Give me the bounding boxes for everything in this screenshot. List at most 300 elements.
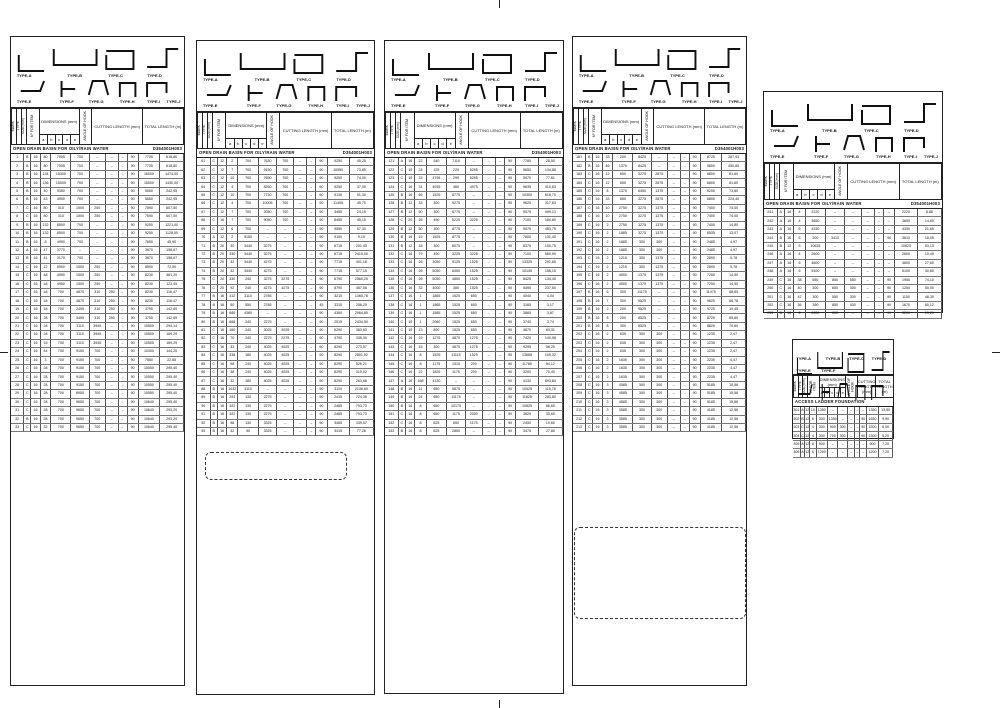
table-cell: 12,56 bbox=[722, 424, 746, 432]
table-row bbox=[573, 339, 746, 347]
table-cell: – bbox=[667, 221, 680, 229]
table-cell: 90 bbox=[127, 390, 138, 398]
table-cell: 2485 bbox=[700, 238, 722, 246]
table-row bbox=[385, 335, 563, 343]
table-cell: 8 bbox=[415, 428, 426, 436]
table-cell: 90 bbox=[316, 428, 327, 436]
table-row bbox=[11, 154, 184, 162]
shape-type-label: TYPE-A bbox=[770, 128, 785, 133]
rebar-shape-diagram bbox=[573, 37, 746, 107]
table-cell: – bbox=[495, 335, 504, 343]
table-cell: 5100 bbox=[805, 268, 826, 276]
table-cell: 16 bbox=[785, 301, 794, 309]
table-cell: 30,60 bbox=[917, 268, 941, 276]
table-cell: – bbox=[294, 250, 307, 258]
table-cell: 9150 bbox=[71, 381, 89, 389]
table-cell: – bbox=[667, 280, 680, 288]
table-cell: – bbox=[860, 440, 866, 448]
table-cell: 3275 bbox=[633, 170, 651, 178]
table-cell: – bbox=[680, 348, 689, 356]
table-cell: 90 bbox=[689, 170, 700, 178]
table-cell: 81,60 bbox=[722, 170, 746, 178]
table-cell: 16 bbox=[31, 314, 40, 322]
table-cell: – bbox=[855, 440, 860, 448]
table-row bbox=[197, 385, 374, 393]
table-row bbox=[764, 259, 942, 267]
table-row bbox=[573, 272, 746, 280]
table-cell: 90 bbox=[505, 259, 516, 267]
shape-type-label: TYPE-C bbox=[108, 73, 123, 78]
table-cell: 4,04 bbox=[538, 293, 562, 301]
table-row bbox=[197, 233, 374, 241]
table-cell: 4 bbox=[227, 183, 238, 191]
table-cell: 8,88 bbox=[917, 209, 941, 217]
table-cell: – bbox=[651, 162, 667, 170]
table-cell: 146 bbox=[385, 368, 398, 376]
shape-type-label: TYPE-D bbox=[709, 73, 724, 78]
table-cell: 16 bbox=[217, 368, 226, 376]
table-cell: 57,30 bbox=[349, 225, 373, 233]
table-cell: – bbox=[495, 377, 504, 385]
table-cell: – bbox=[861, 310, 874, 318]
table-cell: – bbox=[482, 419, 495, 427]
table-cell: 24 bbox=[415, 394, 426, 402]
table-cell: B bbox=[398, 208, 405, 216]
table-cell: 1235 bbox=[700, 331, 722, 339]
table-cell: 142 bbox=[385, 335, 398, 343]
table-cell: C bbox=[398, 411, 405, 419]
table-cell: – bbox=[826, 242, 845, 250]
table-cell: 6535 bbox=[700, 229, 722, 237]
table-cell: 16 bbox=[406, 411, 415, 419]
table-cell: 16 bbox=[406, 158, 415, 166]
table-cell: 90 bbox=[505, 335, 516, 343]
table-cell: 263,68 bbox=[349, 377, 373, 385]
table-cell: – bbox=[680, 272, 689, 280]
table-cell: 80 bbox=[40, 154, 51, 162]
sheet-title bbox=[573, 145, 746, 154]
table-cell: 16 bbox=[593, 221, 602, 229]
table-row bbox=[573, 424, 746, 432]
table-cell: 700 bbox=[51, 289, 71, 297]
table-row bbox=[385, 166, 563, 174]
header-angle: ANGLE OF HOOK bbox=[644, 111, 649, 141]
table-cell: 45,15 bbox=[349, 217, 373, 225]
table-cell: – bbox=[105, 162, 118, 170]
table-row bbox=[11, 331, 184, 339]
table-cell: 5,78 bbox=[722, 255, 746, 263]
table-cell: 200 bbox=[805, 234, 826, 242]
table-row bbox=[11, 297, 184, 305]
table-cell: – bbox=[105, 339, 118, 347]
table-cell: 12 bbox=[217, 233, 226, 241]
table-cell: – bbox=[307, 309, 316, 317]
header-size: SIZE(mm) bbox=[395, 121, 400, 139]
table-cell: 123 bbox=[385, 174, 398, 182]
table-cell: – bbox=[495, 250, 504, 258]
table-cell: – bbox=[861, 259, 874, 267]
table-cell: 7250 bbox=[700, 272, 722, 280]
table-cell: – bbox=[118, 272, 127, 280]
table-cell: 26 bbox=[415, 267, 426, 275]
table-row bbox=[11, 238, 184, 246]
table-cell: 1525 bbox=[426, 352, 447, 360]
shape-type-label: TYPE-E bbox=[796, 367, 811, 373]
table-cell: 207 bbox=[573, 373, 586, 381]
table-cell: 9550 bbox=[327, 225, 349, 233]
header-size: SIZE(mm) bbox=[207, 121, 212, 139]
table-cell: – bbox=[680, 407, 689, 415]
table-cell: 300 bbox=[816, 415, 828, 423]
table-cell: 2415 bbox=[327, 394, 349, 402]
table-cell: C bbox=[398, 343, 405, 351]
table-row bbox=[385, 174, 563, 182]
header-e: e bbox=[261, 141, 264, 146]
table-row bbox=[385, 158, 563, 166]
header-e: e bbox=[73, 137, 77, 142]
table-cell: – bbox=[844, 209, 861, 217]
table-cell: 4,47 bbox=[722, 356, 746, 364]
table-cell: 20 bbox=[217, 259, 226, 267]
table-cell: 3215 bbox=[327, 293, 349, 301]
table-cell: 10 bbox=[227, 174, 238, 182]
table-cell: – bbox=[482, 368, 495, 376]
table-cell: 5225 bbox=[447, 217, 466, 225]
table-cell: 90 bbox=[316, 360, 327, 368]
table-cell: 90 bbox=[689, 263, 700, 271]
table-cell: – bbox=[482, 267, 495, 275]
table-cell: – bbox=[860, 449, 866, 457]
table-cell: 1525 bbox=[447, 309, 466, 317]
table-cell: 6,00 bbox=[879, 423, 893, 431]
table-cell: 21 bbox=[11, 322, 24, 330]
table-cell: – bbox=[495, 301, 504, 309]
table-cell: 4185 bbox=[700, 424, 722, 432]
table-cell: 4130 bbox=[426, 377, 447, 385]
table-cell: 90 bbox=[316, 343, 327, 351]
table-cell: 1375 bbox=[651, 213, 667, 221]
table-cell: 303 bbox=[793, 423, 800, 431]
table-cell: 10,40 bbox=[917, 251, 941, 259]
table-cell: – bbox=[495, 267, 504, 275]
shape-type-label: TYPE-F bbox=[821, 367, 836, 373]
table-cell: 300 bbox=[426, 242, 447, 250]
table-cell: 16 bbox=[31, 204, 40, 212]
table-cell: 68 bbox=[197, 217, 210, 225]
table-cell: 10550 bbox=[138, 364, 160, 372]
schedule-table bbox=[11, 154, 184, 432]
table-cell: 16 bbox=[785, 276, 794, 284]
table-cell: – bbox=[667, 196, 680, 204]
table-cell: – bbox=[294, 225, 307, 233]
table-cell: – bbox=[118, 415, 127, 423]
table-cell: 90 bbox=[127, 314, 138, 322]
table-cell: C bbox=[777, 284, 784, 292]
table-cell: B bbox=[586, 289, 593, 297]
table-row bbox=[573, 314, 746, 322]
table-cell: – bbox=[294, 200, 307, 208]
table-cell: 9525 bbox=[633, 297, 651, 305]
table-cell: 700 bbox=[71, 179, 89, 187]
table-cell: – bbox=[680, 238, 689, 246]
table-cell: 90 bbox=[127, 356, 138, 364]
table-cell: 90 bbox=[127, 272, 138, 280]
sheet-title bbox=[385, 149, 563, 158]
table-cell: 240 bbox=[238, 360, 258, 368]
table-cell: – bbox=[307, 419, 316, 427]
table-cell: – bbox=[258, 385, 277, 393]
table-row bbox=[197, 419, 374, 427]
table-row bbox=[197, 217, 374, 225]
table-cell: 16 bbox=[593, 348, 602, 356]
table-cell: 300 bbox=[426, 343, 447, 351]
table-cell: 83 bbox=[197, 343, 210, 351]
header-no_item: Nº FOR ITEM bbox=[404, 118, 409, 142]
table-cell: 252 bbox=[764, 301, 777, 309]
table-cell: 249 bbox=[764, 276, 777, 284]
table-cell: 2,47 bbox=[722, 339, 746, 347]
table-cell: 1500 bbox=[71, 204, 89, 212]
table-cell: 2 bbox=[602, 238, 613, 246]
table-cell: 84 bbox=[197, 352, 210, 360]
table-cell: B bbox=[210, 267, 217, 275]
table-cell: 700 bbox=[238, 200, 258, 208]
table-cell: 12 bbox=[217, 200, 226, 208]
table-cell: 4,47 bbox=[722, 364, 746, 372]
table-cell: – bbox=[680, 305, 689, 313]
table-cell: – bbox=[495, 217, 504, 225]
table-cell: 21,65 bbox=[917, 225, 941, 233]
table-cell: 2560,20 bbox=[349, 276, 373, 284]
table-cell: 90 bbox=[316, 284, 327, 292]
table-cell: – bbox=[884, 251, 895, 259]
table-cell: 4790 bbox=[327, 335, 349, 343]
table-row bbox=[197, 200, 374, 208]
table-cell: – bbox=[680, 229, 689, 237]
table-cell: C bbox=[210, 191, 217, 199]
table-cell: – bbox=[667, 356, 680, 364]
table-cell: 1500 bbox=[71, 272, 89, 280]
table-cell: – bbox=[667, 297, 680, 305]
table-cell: A bbox=[800, 449, 804, 457]
table-cell: 16 bbox=[593, 213, 602, 221]
table-cell: 2785 bbox=[258, 293, 277, 301]
header-cut: CUTTING LENGTH (mm) bbox=[857, 379, 876, 394]
table-cell: 90 bbox=[689, 331, 700, 339]
schedule-sheet-ladder bbox=[792, 339, 894, 455]
table-cell: – bbox=[844, 268, 861, 276]
table-cell: 8230 bbox=[138, 289, 160, 297]
table-cell: 26 bbox=[415, 217, 426, 225]
table-cell: – bbox=[495, 318, 504, 326]
table-cell: 33 bbox=[602, 154, 613, 162]
table-cell: B bbox=[398, 200, 405, 208]
table-cell: – bbox=[277, 428, 294, 436]
table-cell: 140,98 bbox=[538, 335, 562, 343]
table-row bbox=[385, 402, 563, 410]
table-cell: – bbox=[861, 268, 874, 276]
table-cell: 16 bbox=[785, 268, 794, 276]
table-cell: 5 bbox=[794, 225, 805, 233]
table-cell: 183 bbox=[573, 170, 586, 178]
table-cell: – bbox=[838, 415, 847, 423]
table-cell: 185 bbox=[573, 187, 586, 195]
table-cell: – bbox=[482, 293, 495, 301]
table-cell: 90 bbox=[127, 238, 138, 246]
table-cell: – bbox=[307, 385, 316, 393]
table-cell: 20 bbox=[217, 267, 226, 275]
table-cell: C bbox=[398, 318, 405, 326]
table-cell: 12 bbox=[602, 179, 613, 187]
header-e: e bbox=[828, 192, 831, 197]
table-row bbox=[764, 242, 942, 250]
shape-type-label: TYPE-D bbox=[525, 77, 540, 82]
table-cell: 64 bbox=[197, 183, 210, 191]
table-cell: 9650 bbox=[71, 407, 89, 415]
table-cell: 28,50 bbox=[538, 158, 562, 166]
table-cell: – bbox=[884, 268, 895, 276]
table-cell: 90 bbox=[238, 428, 258, 436]
shape-type-label: TYPE-F bbox=[435, 103, 450, 108]
table-cell: 16 bbox=[217, 343, 226, 351]
table-cell: 90 bbox=[316, 242, 327, 250]
table-cell: 650 bbox=[465, 293, 482, 301]
table-cell: 2 bbox=[602, 364, 613, 372]
table-cell: 10505 bbox=[138, 322, 160, 330]
shape-type-label: TYPE-F bbox=[814, 154, 829, 159]
table-cell: 1375 bbox=[651, 272, 667, 280]
table-cell: 250 bbox=[89, 272, 105, 280]
table-cell: – bbox=[482, 326, 495, 334]
table-cell: 16 bbox=[406, 377, 415, 385]
table-cell: 152 bbox=[385, 419, 398, 427]
table-cell: 78 bbox=[197, 301, 210, 309]
table-cell: C bbox=[586, 263, 593, 271]
table-cell: 1430,00 bbox=[160, 179, 184, 187]
table-cell: 2275 bbox=[258, 411, 277, 419]
table-cell: 90 bbox=[127, 297, 138, 305]
table-row bbox=[11, 364, 184, 372]
table-cell: 294,14 bbox=[160, 322, 184, 330]
table-cell: – bbox=[307, 166, 316, 174]
table-cell: 4275 bbox=[277, 284, 294, 292]
shape-legend bbox=[197, 41, 374, 112]
table-cell: 16 bbox=[406, 166, 415, 174]
table-cell: 33 bbox=[602, 196, 613, 204]
table-cell: 2750 bbox=[613, 221, 633, 229]
table-cell: 1525 bbox=[465, 259, 482, 267]
table-cell: – bbox=[307, 225, 316, 233]
table-cell: 457,08 bbox=[349, 284, 373, 292]
rebar-shape-0 bbox=[205, 59, 231, 75]
table-cell: 16 bbox=[406, 394, 415, 402]
table-cell: 28 bbox=[40, 390, 51, 398]
table-cell: 4 bbox=[810, 432, 816, 440]
table-cell: 1 bbox=[415, 293, 426, 301]
table-cell: 1375 bbox=[651, 221, 667, 229]
table-cell: 16 bbox=[31, 187, 40, 195]
table-cell: – bbox=[838, 407, 847, 415]
shape-type-label: TYPE-G bbox=[844, 154, 859, 159]
table-cell: – bbox=[118, 390, 127, 398]
rebar-shape-0 bbox=[393, 59, 419, 75]
table-cell: 135 bbox=[385, 276, 398, 284]
table-cell: 19,45 bbox=[722, 305, 746, 313]
table-row bbox=[197, 368, 374, 376]
header-no_item: Nº FOR ITEM bbox=[30, 114, 35, 138]
table-cell: – bbox=[826, 217, 845, 225]
header-cut: CUTTING LENGTH (mm) bbox=[94, 124, 140, 129]
table-cell: – bbox=[105, 398, 118, 406]
table-cell: 1215 bbox=[613, 255, 633, 263]
table-cell: – bbox=[89, 179, 105, 187]
table-cell: – bbox=[258, 309, 277, 317]
table-row bbox=[11, 305, 184, 313]
table-cell: 16 bbox=[31, 331, 40, 339]
table-cell: 3225 bbox=[465, 217, 482, 225]
table-cell: 306 bbox=[793, 449, 800, 457]
header-total: TOTAL LENGTH (m) bbox=[901, 179, 939, 184]
table-cell: 19 bbox=[415, 335, 426, 343]
table-cell: 700 bbox=[277, 200, 294, 208]
table-cell: – bbox=[680, 356, 689, 364]
table-cell: 8450 bbox=[327, 217, 349, 225]
table-cell: 160 bbox=[227, 326, 238, 334]
table-cell: 4 bbox=[794, 209, 805, 217]
table-cell: 202 bbox=[573, 331, 586, 339]
table-cell: – bbox=[651, 154, 667, 162]
table-cell: 2875 bbox=[651, 179, 667, 187]
header-no_item: Nº FOR ITEM bbox=[592, 114, 597, 138]
table-cell: – bbox=[667, 339, 680, 347]
table-cell: 8250 bbox=[258, 183, 277, 191]
table-cell: 9295 bbox=[516, 343, 538, 351]
table-row bbox=[197, 183, 374, 191]
table-cell: 300 bbox=[633, 373, 651, 381]
shape-type-label: TYPE-D bbox=[147, 73, 162, 78]
table-cell: 16 bbox=[406, 368, 415, 376]
rebar-shape-1 bbox=[616, 49, 659, 65]
table-cell: 700 bbox=[71, 162, 89, 170]
table-cell: 317,63 bbox=[538, 200, 562, 208]
rebar-shape-3 bbox=[336, 53, 368, 71]
table-cell: – bbox=[307, 242, 316, 250]
table-cell: B bbox=[398, 428, 405, 436]
header-type: TYPE bbox=[202, 125, 207, 135]
table-cell: 2275 bbox=[258, 335, 277, 343]
sheet-code: D354001H003 bbox=[714, 146, 744, 151]
table-cell: – bbox=[118, 170, 127, 178]
shape-type-label: TYPE-I bbox=[147, 99, 160, 104]
table-cell: 7715 bbox=[327, 267, 349, 275]
header-total: TOTAL LENGTH (m) bbox=[706, 124, 744, 129]
table-cell: 680 bbox=[227, 309, 238, 317]
table-cell: 16 bbox=[31, 213, 40, 221]
table-cell: 6 bbox=[227, 225, 238, 233]
table-cell: 16 bbox=[593, 331, 602, 339]
table-row bbox=[197, 343, 374, 351]
table-cell: – bbox=[294, 259, 307, 267]
shape-type-label: TYPE-D bbox=[904, 128, 919, 133]
table-cell: 16 bbox=[217, 360, 226, 368]
table-row bbox=[11, 263, 184, 271]
table-cell: – bbox=[277, 267, 294, 275]
table-cell: 200 bbox=[465, 360, 482, 368]
table-cell: 115,78 bbox=[538, 385, 562, 393]
table-cell: 9150 bbox=[327, 233, 349, 241]
table-cell: 7005 bbox=[51, 162, 71, 170]
table-cell: 6800 bbox=[700, 179, 722, 187]
